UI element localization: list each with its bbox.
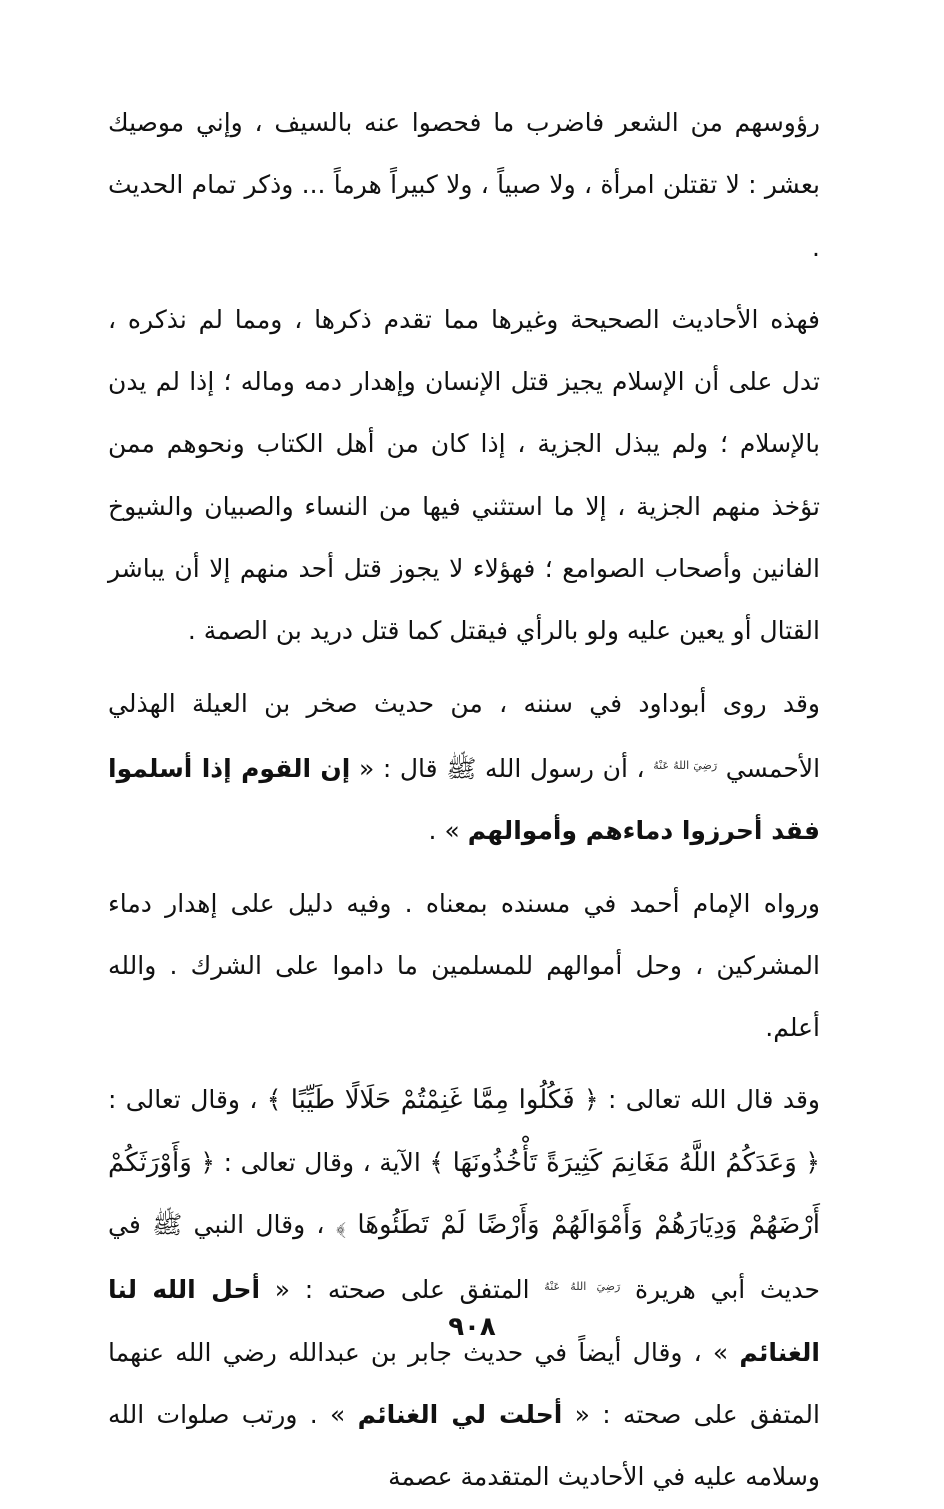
paragraph-5-text-part: ﴾ ، وقال النبي ﷺ في حديث أبي هريرة <box>108 1210 821 1305</box>
paragraph-5-text-part: المتفق على صحته : « <box>274 1275 530 1305</box>
hadith-quote: إن القوم إذا أسلموا فقد أحرزوا دماءهم وأموالهم <box>108 753 820 846</box>
page-number: ٩٠٨ <box>448 1312 496 1342</box>
paragraph-5-text-part: ﴾ ، وقال تعالى : ﴿ <box>108 1085 821 1177</box>
paragraph-1-text: رؤوسهم من الشعر فاضرب ما فحصوا عنه بالسيف ، وإني موصيك بعشر : لا تقتلن امرأة ، ولا صبياً ، ولا كبيراً هرماً ... وذكر تمام الحديث . <box>108 108 820 262</box>
paragraph-5 <box>108 1069 820 1508</box>
paragraph-3-text-part: وقد روى أبوداود في سننه ، من حديث صخر بن العيلة الهذلي الأحمسي <box>108 688 821 783</box>
paragraph-3-text-part: ، أن رسول الله ﷺ قال : « <box>358 753 645 783</box>
paragraph-5-text-part: » . ورتب صلوات الله وسلامه عليه في الأحاديث المتقدمة عصمة <box>108 1399 820 1492</box>
paragraph-4 <box>108 873 820 1060</box>
quran-verse: وَأَوْرَثَكُمْ أَرْضَهُمْ وَدِيَارَهُمْ وَأَمْوَالَهُمْ وَأَرْضًا لَمْ تَطَئُوهَا <box>108 1147 820 1241</box>
paragraph-5-text-part: » ، وقال أيضاً في حديث جابر بن عبدالله رضي الله عنهما المتفق على صحته : « <box>108 1337 820 1429</box>
page-body <box>108 92 820 1509</box>
paragraph-2 <box>108 289 820 663</box>
paragraph-1 <box>108 92 820 279</box>
honorific-mark: رَضِيَ اللهُ عَنْهُ <box>653 758 718 772</box>
paragraph-3 <box>108 673 820 863</box>
honorific-mark: رَضِيَ اللهُ عَنْهُ <box>544 1280 621 1294</box>
paragraph-2-text: فهذه الأحاديث الصحيحة وغيرها مما تقدم ذكرها ، ومما لم نذكره ، تدل على أن الإسلام يجيز قتل الإنسان وإهدار دمه وماله ؛ إذا لم يدن بالإسلام ؛ ولم يبذل الجزية ، إذا كان من أهل الكتاب ونحوهم ممن تؤخذ منهم الجزية ، إلا ما استثني فيها من النساء والصبيان والشيوخ الفانين وأصحاب الصوامع ؛ فهؤلاء لا يجوز قتل أحد منهم إلا أن يباشر القتال أو يعين عليه ولو بالرأي فيقتل كما قتل دريد بن الصمة . <box>108 304 820 646</box>
hadith-quote: أحل الله لنا الغنائم <box>108 1275 820 1367</box>
quran-verse: فَكُلُوا مِمَّا غَنِمْتُمْ حَلَالًا طَيِّبًا <box>290 1085 575 1116</box>
hadith-quote: أحلت لي الغنائم <box>357 1399 563 1429</box>
paragraph-5-text-part: وقد قال الله تعالى : ﴿ <box>584 1085 820 1115</box>
paragraph-3-text-part: » . <box>428 816 460 846</box>
quran-verse: وَعَدَكُمُ اللَّهُ مَغَانِمَ كَثِيرَةً تَأْخُذُونَهَا <box>452 1147 797 1178</box>
paragraph-4-text: ورواه الإمام أحمد في مسنده بمعناه . وفيه دليل على إهدار دماء المشركين ، وحل أموالهم للمسلمين ما داموا على الشرك . والله أعلم. <box>108 888 820 1043</box>
paragraph-5-text-part: ﴾ الآية ، وقال تعالى : ﴿ <box>200 1147 445 1177</box>
